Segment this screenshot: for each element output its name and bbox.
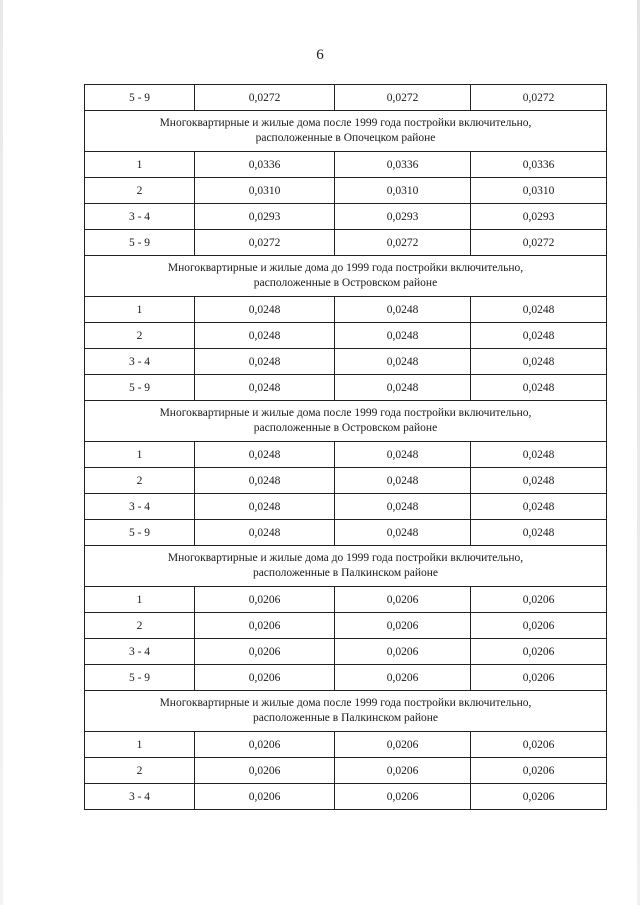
table-row [85, 468, 607, 494]
table-row [85, 665, 607, 691]
floors-cell: 3 - 4 [85, 784, 195, 810]
section-header-row [85, 256, 607, 297]
section-header-row [85, 546, 607, 587]
rate-cell: 0,0336 [195, 152, 335, 178]
rate-cell: 0,0248 [195, 468, 335, 494]
rate-cell: 0,0248 [471, 375, 607, 401]
rate-cell: 0,0206 [471, 732, 607, 758]
section-title-line: Многоквартирные и жилые дома после 1999 года постройки включительно, [159, 407, 532, 419]
rate-cell: 0,0248 [335, 494, 471, 520]
rate-cell: 0,0248 [195, 494, 335, 520]
table-row [85, 297, 607, 323]
section-title-line: расположенные в Опочецком районе [255, 132, 436, 144]
table-row [85, 732, 607, 758]
floors-cell: 2 [85, 323, 195, 349]
rate-cell: 0,0206 [471, 639, 607, 665]
rate-cell: 0,0248 [195, 297, 335, 323]
table-row [85, 323, 607, 349]
rate-cell: 0,0272 [335, 85, 471, 111]
section-title-line: Многоквартирные и жилые дома до 1999 года постройки включительно, [167, 552, 524, 564]
rate-cell: 0,0248 [195, 349, 335, 375]
table-row [85, 639, 607, 665]
section-title [85, 691, 607, 732]
table-row [85, 494, 607, 520]
table-row [85, 442, 607, 468]
rate-cell: 0,0206 [471, 784, 607, 810]
floors-cell: 3 - 4 [85, 639, 195, 665]
rate-cell: 0,0248 [195, 375, 335, 401]
section-title [85, 546, 607, 587]
section-header-row [85, 401, 607, 442]
rate-cell: 0,0248 [195, 442, 335, 468]
table-row [85, 178, 607, 204]
floors-cell: 1 [85, 587, 195, 613]
rate-cell: 0,0293 [471, 204, 607, 230]
rate-cell: 0,0248 [471, 520, 607, 546]
rate-cell: 0,0248 [471, 297, 607, 323]
floors-cell: 5 - 9 [85, 520, 195, 546]
rate-cell: 0,0206 [195, 587, 335, 613]
rate-cell: 0,0206 [335, 639, 471, 665]
table-row [85, 230, 607, 256]
floors-cell: 3 - 4 [85, 494, 195, 520]
floors-cell: 1 [85, 732, 195, 758]
rate-cell: 0,0206 [195, 784, 335, 810]
section-header-row [85, 691, 607, 732]
floors-cell: 2 [85, 178, 195, 204]
table-row [85, 375, 607, 401]
rate-cell: 0,0310 [195, 178, 335, 204]
table-row [85, 613, 607, 639]
rate-cell: 0,0206 [471, 665, 607, 691]
rate-cell: 0,0206 [471, 758, 607, 784]
rates-table [84, 84, 607, 810]
floors-cell: 2 [85, 613, 195, 639]
rate-cell: 0,0248 [335, 323, 471, 349]
section-title-line: расположенные в Палкинском районе [252, 712, 439, 724]
floors-cell: 1 [85, 442, 195, 468]
floors-cell: 5 - 9 [85, 665, 195, 691]
rate-cell: 0,0248 [471, 494, 607, 520]
rate-cell: 0,0206 [471, 587, 607, 613]
rate-cell: 0,0272 [335, 230, 471, 256]
floors-cell: 5 - 9 [85, 230, 195, 256]
section-title-line: расположенные в Палкинском районе [252, 567, 439, 579]
rate-cell: 0,0248 [195, 323, 335, 349]
section-title-line: Многоквартирные и жилые дома до 1999 года постройки включительно, [167, 262, 524, 274]
table-row [85, 152, 607, 178]
floors-cell: 1 [85, 152, 195, 178]
rate-cell: 0,0248 [335, 375, 471, 401]
floors-cell: 3 - 4 [85, 204, 195, 230]
rate-cell: 0,0272 [471, 85, 607, 111]
rate-cell: 0,0206 [335, 758, 471, 784]
rate-cell: 0,0310 [471, 178, 607, 204]
section-header-row [85, 111, 607, 152]
page-number: 6 [316, 47, 324, 63]
section-title-line: Многоквартирные и жилые дома после 1999 года постройки включительно, [159, 697, 532, 709]
rate-cell: 0,0248 [471, 442, 607, 468]
table-row [85, 204, 607, 230]
table-row [85, 758, 607, 784]
floors-cell: 2 [85, 758, 195, 784]
section-title-line: Многоквартирные и жилые дома после 1999 года постройки включительно, [159, 117, 532, 129]
table-row [85, 784, 607, 810]
rate-cell: 0,0206 [195, 758, 335, 784]
floors-cell: 2 [85, 468, 195, 494]
floors-cell: 5 - 9 [85, 85, 195, 111]
floors-cell: 5 - 9 [85, 375, 195, 401]
table-row [85, 520, 607, 546]
rate-cell: 0,0206 [335, 665, 471, 691]
rate-cell: 0,0248 [335, 297, 471, 323]
rate-cell: 0,0248 [471, 468, 607, 494]
section-title [85, 256, 607, 297]
rate-cell: 0,0248 [195, 520, 335, 546]
rate-cell: 0,0248 [471, 323, 607, 349]
rate-cell: 0,0248 [335, 468, 471, 494]
floors-cell: 1 [85, 297, 195, 323]
rate-cell: 0,0272 [471, 230, 607, 256]
rate-cell: 0,0272 [195, 85, 335, 111]
rate-cell: 0,0206 [195, 732, 335, 758]
floors-cell: 3 - 4 [85, 349, 195, 375]
rate-cell: 0,0206 [335, 613, 471, 639]
rate-cell: 0,0310 [335, 178, 471, 204]
table-row [85, 349, 607, 375]
rate-cell: 0,0248 [335, 520, 471, 546]
rate-cell: 0,0336 [335, 152, 471, 178]
rate-cell: 0,0206 [335, 732, 471, 758]
rate-cell: 0,0248 [335, 442, 471, 468]
section-title-line: расположенные в Островском районе [253, 422, 438, 434]
section-title-line: расположенные в Островском районе [253, 277, 438, 289]
rate-cell: 0,0293 [195, 204, 335, 230]
section-title [85, 111, 607, 152]
rate-cell: 0,0248 [335, 349, 471, 375]
rate-cell: 0,0206 [335, 784, 471, 810]
rate-cell: 0,0206 [195, 665, 335, 691]
rate-cell: 0,0248 [471, 349, 607, 375]
rate-cell: 0,0336 [471, 152, 607, 178]
rate-cell: 0,0206 [195, 613, 335, 639]
rate-cell: 0,0206 [195, 639, 335, 665]
rate-cell: 0,0206 [335, 587, 471, 613]
table-row [85, 85, 607, 111]
scan-edge-left [0, 0, 3, 905]
rate-cell: 0,0272 [195, 230, 335, 256]
section-title [85, 401, 607, 442]
table-row [85, 587, 607, 613]
rate-cell: 0,0206 [471, 613, 607, 639]
rate-cell: 0,0293 [335, 204, 471, 230]
rates-table-body [85, 85, 607, 810]
